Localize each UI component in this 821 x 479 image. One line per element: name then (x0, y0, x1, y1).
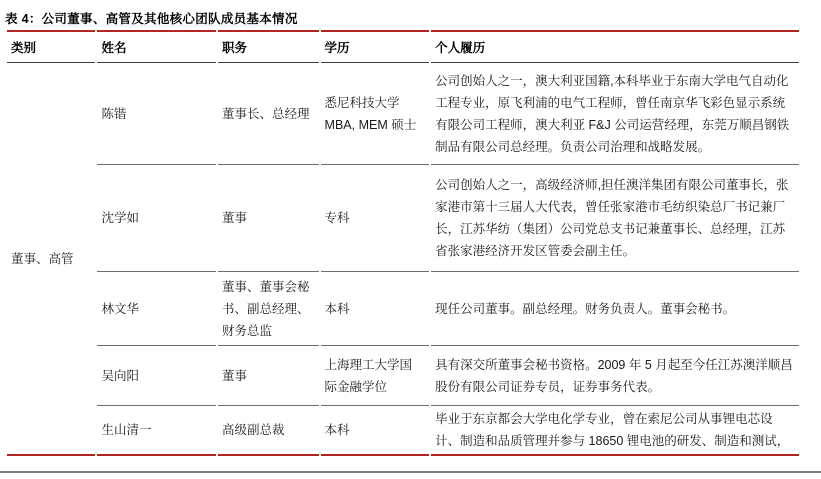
education-cell: 本科 (321, 272, 430, 346)
resume-cell: 公司创始人之一，澳大利亚国籍,本科毕业于东南大学电气自动化工程专业，原飞利浦的电气工程师，曾任南京华飞彩色显示系统有限公司工程师，澳大利亚 F&J 公司运营经理，东莞万顺昌钢铁制品有限公司总经理。负责公司治理和战略发展。 (431, 63, 799, 165)
col-header-name: 姓名 (97, 30, 216, 63)
education-cell: 本科 (321, 406, 430, 456)
position-cell: 董事长、总经理 (218, 63, 319, 165)
position-cell: 董事、董事会秘书、副总经理、财务总监 (218, 272, 319, 346)
col-header-position: 职务 (218, 30, 319, 63)
page-footer-divider (0, 471, 821, 473)
table-row (7, 63, 799, 165)
resume-cell: 公司创始人之一，高级经济师,担任澳洋集团有限公司董事长，张家港市第十三届人大代表，曾任张家港市毛纺织染总厂书记兼厂长，江苏华纺（集团）公司党总支书记兼董事长、总经理，江苏省张家港经济开发区管委会副主任。 (431, 165, 799, 272)
col-header-category: 类别 (7, 30, 95, 63)
name-cell: 沈学如 (97, 165, 216, 272)
table-row (7, 165, 799, 272)
resume-cell: 具有深交所董事会秘书资格。2009 年 5 月起至今任江苏澳洋顺昌股份有限公司证券专员，证券事务代表。 (431, 346, 799, 406)
col-header-resume: 个人履历 (431, 30, 799, 63)
name-cell: 吴向阳 (97, 346, 216, 406)
education-cell: 专科 (321, 165, 430, 272)
resume-cell: 毕业于东京都会大学电化学专业，曾在索尼公司从事锂电芯设计、制造和品质管理并参与 18650 锂电池的研发、制造和测试， (431, 406, 799, 456)
education-cell: 悉尼科技大学 MBA, MEM 硕士 (321, 63, 430, 165)
education-cell: 上海理工大学国际金融学位 (321, 346, 430, 406)
table-title: 表 4：公司董事、高管及其他核心团队成员基本情况 (5, 12, 298, 26)
col-header-education: 学历 (321, 30, 430, 63)
position-cell: 董事 (218, 165, 319, 272)
table-row (7, 272, 799, 346)
position-cell: 高级副总裁 (218, 406, 319, 456)
category-cell: 董事、高管 (7, 63, 95, 456)
name-cell: 生山清一 (97, 406, 216, 456)
name-cell: 林文华 (97, 272, 216, 346)
table-row (7, 346, 799, 406)
position-cell: 董事 (218, 346, 319, 406)
name-cell: 陈锴 (97, 63, 216, 165)
exec-team-table (5, 30, 801, 456)
header-row (7, 30, 799, 63)
resume-cell: 现任公司董事。副总经理。财务负责人。董事会秘书。 (431, 272, 799, 346)
table-row (7, 406, 799, 456)
